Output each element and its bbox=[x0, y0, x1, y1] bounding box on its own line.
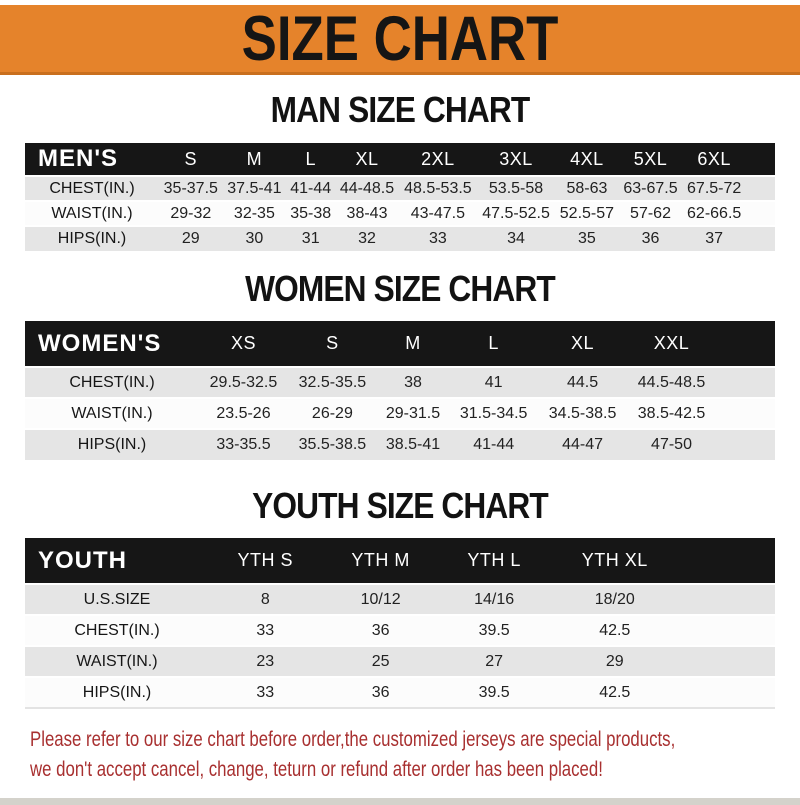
footer-note bbox=[30, 725, 774, 785]
row-label: CHEST(IN.) bbox=[74, 621, 160, 639]
size-cell: 42.5 bbox=[599, 683, 631, 701]
row-label: WAIST(IN.) bbox=[76, 652, 158, 670]
women-size-table bbox=[25, 321, 775, 460]
man-size-table-wrap bbox=[25, 143, 775, 251]
size-cell: 33 bbox=[256, 621, 275, 639]
size-cell: 36 bbox=[641, 230, 660, 247]
size-cell: 53.5-58 bbox=[488, 179, 544, 197]
size-cell: 35 bbox=[578, 230, 596, 247]
size-cell: 44.5-48.5 bbox=[637, 373, 706, 391]
size-cell: 57-62 bbox=[630, 204, 671, 222]
size-cell: 33-35.5 bbox=[216, 436, 271, 453]
table-row bbox=[25, 176, 775, 201]
column-header: M bbox=[405, 333, 421, 353]
size-cell: 38.5-41 bbox=[385, 436, 441, 453]
spacer-cell bbox=[716, 367, 775, 398]
size-cell: 29-31.5 bbox=[385, 404, 441, 422]
women-heading-text: WOMEN SIZE CHART bbox=[245, 268, 555, 309]
size-cell: 41 bbox=[484, 373, 503, 391]
row-label: U.S.SIZE bbox=[83, 590, 151, 608]
size-cell: 39.5 bbox=[478, 683, 510, 701]
row-label: HIPS(IN.) bbox=[57, 230, 127, 247]
bottom-edge-strip bbox=[0, 798, 800, 805]
youth-heading-text: YOUTH SIZE CHART bbox=[252, 485, 548, 526]
size-cell: 35-38 bbox=[290, 204, 332, 222]
table-row bbox=[25, 201, 775, 226]
table-row bbox=[25, 615, 775, 646]
women-size-table-wrap bbox=[25, 321, 775, 460]
size-cell: 41-44 bbox=[290, 179, 332, 197]
footer-note-line-2: we don't accept cancel, change, teturn or refund after order has been placed! bbox=[30, 758, 603, 781]
size-cell: 38-43 bbox=[346, 204, 388, 222]
table-header-row bbox=[25, 321, 775, 367]
table-title: MEN'S bbox=[38, 145, 119, 172]
size-cell: 10/12 bbox=[360, 590, 401, 608]
size-cell: 47-50 bbox=[651, 436, 692, 453]
size-chart-banner bbox=[0, 5, 800, 75]
spacer-cell bbox=[746, 226, 775, 251]
row-label: HIPS(IN.) bbox=[77, 436, 147, 453]
size-cell: 62-66.5 bbox=[687, 204, 742, 222]
size-cell: 42.5 bbox=[599, 621, 631, 639]
table-header-row bbox=[25, 143, 775, 176]
size-cell: 31.5-34.5 bbox=[459, 404, 528, 422]
column-header: 2XL bbox=[421, 148, 455, 169]
spacer-cell bbox=[716, 321, 775, 367]
spacer-cell bbox=[681, 615, 775, 646]
size-cell: 18/20 bbox=[594, 590, 635, 608]
table-row bbox=[25, 646, 775, 677]
size-cell: 44.5 bbox=[567, 373, 599, 391]
youth-size-table-wrap bbox=[25, 538, 775, 709]
column-header: XL bbox=[571, 333, 595, 353]
size-cell: 41-44 bbox=[473, 436, 515, 453]
table-row bbox=[25, 367, 775, 398]
size-cell: 37.5-41 bbox=[227, 179, 282, 197]
row-label: WAIST(IN.) bbox=[51, 204, 133, 222]
spacer-cell bbox=[681, 538, 775, 584]
size-cell: 34 bbox=[507, 230, 525, 247]
spacer-cell bbox=[681, 646, 775, 677]
footer-note-line-1: Please refer to our size chart before order,the customized jerseys are special products, bbox=[30, 728, 676, 751]
table-row bbox=[25, 584, 775, 615]
man-section-heading bbox=[0, 91, 800, 129]
man-size-table bbox=[25, 143, 775, 251]
size-cell: 38.5-42.5 bbox=[637, 404, 706, 422]
size-cell: 14/16 bbox=[474, 590, 515, 608]
table-row bbox=[25, 677, 775, 708]
column-header: S bbox=[184, 148, 198, 169]
size-cell: 58-63 bbox=[566, 179, 608, 197]
column-header: 6XL bbox=[697, 148, 731, 169]
banner-title: SIZE CHART bbox=[241, 3, 559, 74]
column-header: L bbox=[305, 148, 316, 169]
column-header: M bbox=[246, 148, 263, 169]
size-cell: 32-35 bbox=[233, 204, 275, 222]
column-header: 5XL bbox=[633, 148, 668, 169]
column-header: XS bbox=[230, 333, 256, 353]
spacer-cell bbox=[746, 201, 775, 226]
size-cell: 67.5-72 bbox=[687, 179, 742, 197]
table-title: WOMEN'S bbox=[38, 329, 162, 357]
row-label: CHEST(IN.) bbox=[49, 179, 135, 197]
size-cell: 31 bbox=[301, 230, 320, 247]
size-cell: 48.5-53.5 bbox=[404, 179, 472, 197]
size-cell: 32.5-35.5 bbox=[298, 373, 367, 391]
size-cell: 26-29 bbox=[311, 404, 353, 422]
size-cell: 23.5-26 bbox=[216, 404, 271, 422]
size-cell: 39.5 bbox=[478, 621, 510, 639]
women-section-heading bbox=[0, 269, 800, 309]
size-cell: 29 bbox=[181, 230, 200, 247]
size-cell: 35-37.5 bbox=[163, 179, 218, 197]
size-cell: 38 bbox=[404, 373, 422, 391]
size-cell: 33 bbox=[428, 230, 447, 247]
row-label: HIPS(IN.) bbox=[82, 683, 152, 701]
size-cell: 44-48.5 bbox=[339, 179, 395, 197]
table-row bbox=[25, 226, 775, 251]
column-header: 3XL bbox=[499, 148, 533, 169]
size-cell: 27 bbox=[485, 652, 504, 670]
column-header: S bbox=[326, 333, 339, 353]
size-cell: 8 bbox=[260, 590, 270, 608]
size-cell: 37 bbox=[705, 230, 724, 247]
column-header: YTH L bbox=[467, 550, 521, 570]
table-row bbox=[25, 398, 775, 429]
size-cell: 29-32 bbox=[170, 204, 212, 222]
man-heading-text: MAN SIZE CHART bbox=[270, 89, 530, 130]
column-header: XL bbox=[355, 148, 379, 169]
size-cell: 33 bbox=[256, 683, 275, 701]
spacer-cell bbox=[746, 176, 775, 201]
size-cell: 25 bbox=[371, 652, 390, 670]
size-cell: 29 bbox=[605, 652, 624, 670]
spacer-cell bbox=[716, 398, 775, 429]
spacer-cell bbox=[716, 429, 775, 460]
column-header: XXL bbox=[653, 333, 690, 353]
size-cell: 23 bbox=[256, 652, 275, 670]
column-header: YTH XL bbox=[581, 550, 648, 570]
youth-section-heading bbox=[0, 486, 800, 526]
size-cell: 34.5-38.5 bbox=[548, 404, 617, 422]
spacer-cell bbox=[681, 584, 775, 615]
size-cell: 52.5-57 bbox=[559, 204, 615, 222]
size-cell: 36 bbox=[371, 683, 390, 701]
table-header-row bbox=[25, 538, 775, 584]
size-cell: 36 bbox=[371, 621, 390, 639]
spacer-cell bbox=[746, 143, 775, 176]
size-cell: 47.5-52.5 bbox=[482, 204, 550, 222]
size-cell: 43-47.5 bbox=[410, 204, 466, 222]
column-header: YTH M bbox=[351, 550, 410, 570]
table-row bbox=[25, 429, 775, 460]
spacer-cell bbox=[681, 677, 775, 708]
column-header: YTH S bbox=[237, 550, 294, 570]
size-cell: 29.5-32.5 bbox=[209, 373, 278, 391]
column-header: 4XL bbox=[570, 148, 604, 169]
row-label: CHEST(IN.) bbox=[69, 373, 155, 391]
size-cell: 63-67.5 bbox=[623, 179, 678, 197]
size-cell: 32 bbox=[358, 230, 376, 247]
row-label: WAIST(IN.) bbox=[71, 404, 153, 422]
size-cell: 30 bbox=[245, 230, 264, 247]
table-title: YOUTH bbox=[38, 546, 127, 574]
youth-size-table bbox=[25, 538, 775, 709]
column-header: L bbox=[488, 333, 499, 353]
size-cell: 44-47 bbox=[562, 436, 604, 453]
size-cell: 35.5-38.5 bbox=[298, 436, 367, 453]
